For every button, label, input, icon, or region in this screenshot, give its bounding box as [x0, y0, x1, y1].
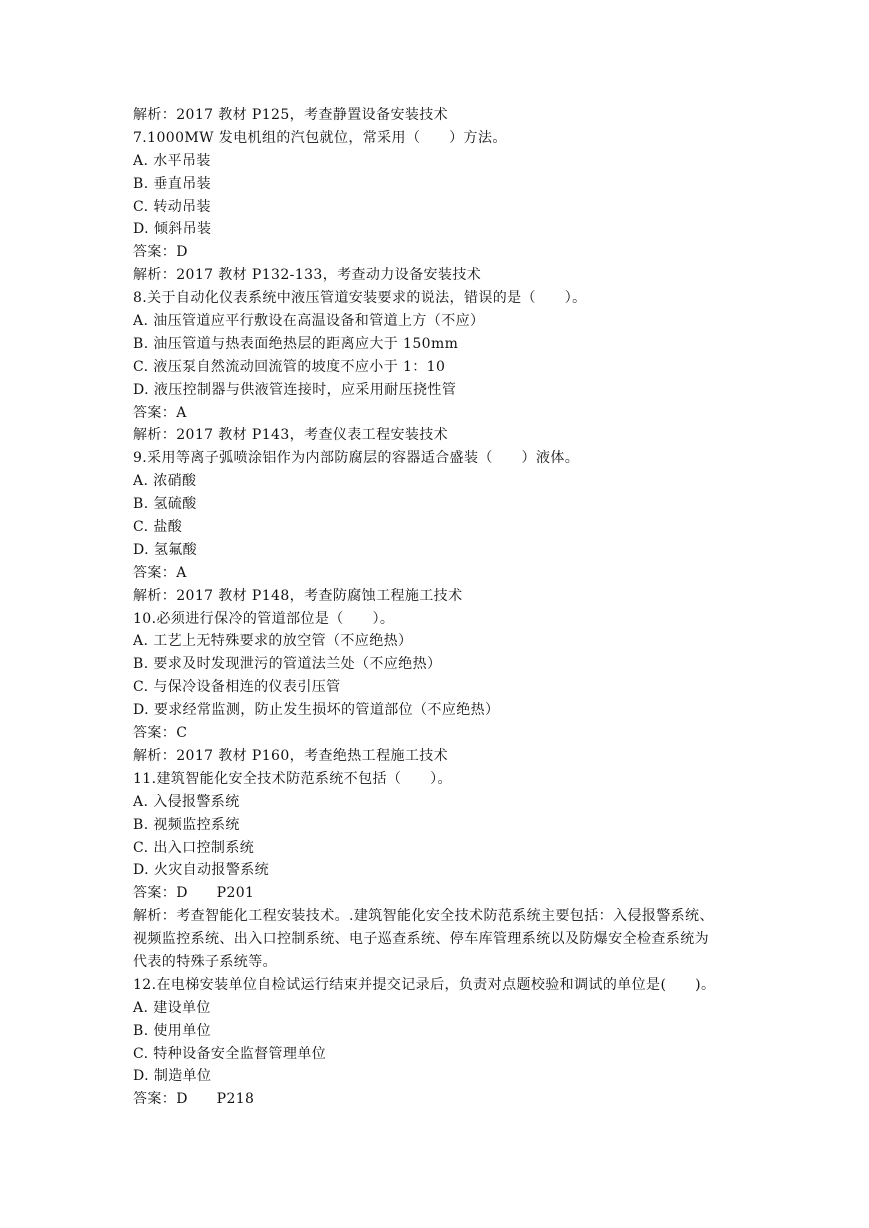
option-line: C. 盐酸 [133, 519, 183, 536]
option-line: D. 氢氟酸 [133, 541, 198, 558]
option-line: B. 油压管道与热表面绝热层的距离应大于 150mm [133, 335, 459, 352]
option-line: C. 转动吊装 [133, 198, 211, 215]
option-line: D. 火灾自动报警系统 [133, 862, 270, 879]
option-line: D. 制造单位 [133, 1068, 212, 1085]
option-line: C. 液压泵自然流动回流管的坡度不应小于 1：10 [133, 358, 446, 375]
question-9-stem: 9.采用等离子弧喷涂铝作为内部防腐层的容器适合盛装（ ）液体。 [133, 450, 580, 467]
question-11-stem: 11.建筑智能化安全技术防范系统不包括（ ）。 [133, 770, 452, 787]
analysis-line: 解析：2017 教材 P143，考查仪表工程安装技术 [133, 427, 449, 444]
analysis-line: 解析：2017 教材 P160，考查绝热工程施工技术 [133, 747, 449, 764]
analysis-line: 视频监控系统、出入口控制系统、电子巡查系统、停车库管理系统以及防爆安全检查系统为 [133, 931, 709, 948]
option-line: A. 建设单位 [133, 999, 211, 1016]
option-line: A. 油压管道应平行敷设在高温设备和管道上方（不应） [133, 313, 485, 330]
option-line: A. 入侵报警系统 [133, 793, 240, 810]
option-line: D. 要求经常监测，防止发生损坏的管道部位（不应绝热） [133, 702, 500, 719]
answer-line: 答案：D P201 [133, 885, 255, 902]
option-line: B. 使用单位 [133, 1022, 211, 1039]
option-line: B. 要求及时发现泄污的管道法兰处（不应绝热） [133, 656, 442, 673]
option-line: D. 倾斜吊装 [133, 221, 212, 238]
option-line: B. 视频监控系统 [133, 816, 240, 833]
answer-line: 答案：A [133, 564, 187, 581]
answer-line: 答案：C [133, 725, 188, 742]
analysis-line: 解析：考查智能化工程安装技术。.建筑智能化安全技术防范系统主要包括：入侵报警系统、 [133, 908, 714, 925]
analysis-line: 解析：2017 教材 P132-133，考查动力设备安装技术 [133, 267, 482, 284]
option-line: A. 浓硝酸 [133, 473, 197, 490]
option-line: C. 与保冷设备相连的仪表引压管 [133, 679, 341, 696]
question-7-stem: 7.1000MW 发电机组的汽包就位，常采用（ ）方法。 [133, 129, 507, 146]
option-line: C. 特种设备安全监督管理单位 [133, 1045, 327, 1062]
analysis-line: 解析：2017 教材 P148，考查防腐蚀工程施工技术 [133, 587, 463, 604]
question-8-stem: 8.关于自动化仪表系统中液压管道安装要求的说法，错误的是（ ）。 [133, 290, 587, 307]
option-line: B. 垂直吊装 [133, 175, 211, 192]
question-12-stem: 12.在电梯安装单位自检试运行结束并提交记录后，负责对点题校验和调试的单位是( )。 [133, 976, 716, 993]
document-body [133, 104, 743, 1111]
answer-line: 答案：D P218 [133, 1091, 255, 1108]
option-line: B. 氢硫酸 [133, 496, 197, 513]
text-line: 解析：2017 教材 P125，考查静置设备安装技术 [133, 107, 449, 123]
question-10-stem: 10.必须进行保冷的管道部位是（ ）。 [133, 610, 395, 627]
analysis-line: 代表的特殊子系统等。 [133, 953, 277, 970]
answer-line: 答案：A [133, 404, 187, 421]
option-line: A. 水平吊装 [133, 152, 211, 169]
option-line: A. 工艺上无特殊要求的放空管（不应绝热） [133, 633, 413, 650]
option-line: D. 液压控制器与供液管连接时，应采用耐压挠性管 [133, 381, 457, 398]
option-line: C. 出入口控制系统 [133, 839, 255, 856]
answer-line: 答案：D [133, 244, 188, 261]
